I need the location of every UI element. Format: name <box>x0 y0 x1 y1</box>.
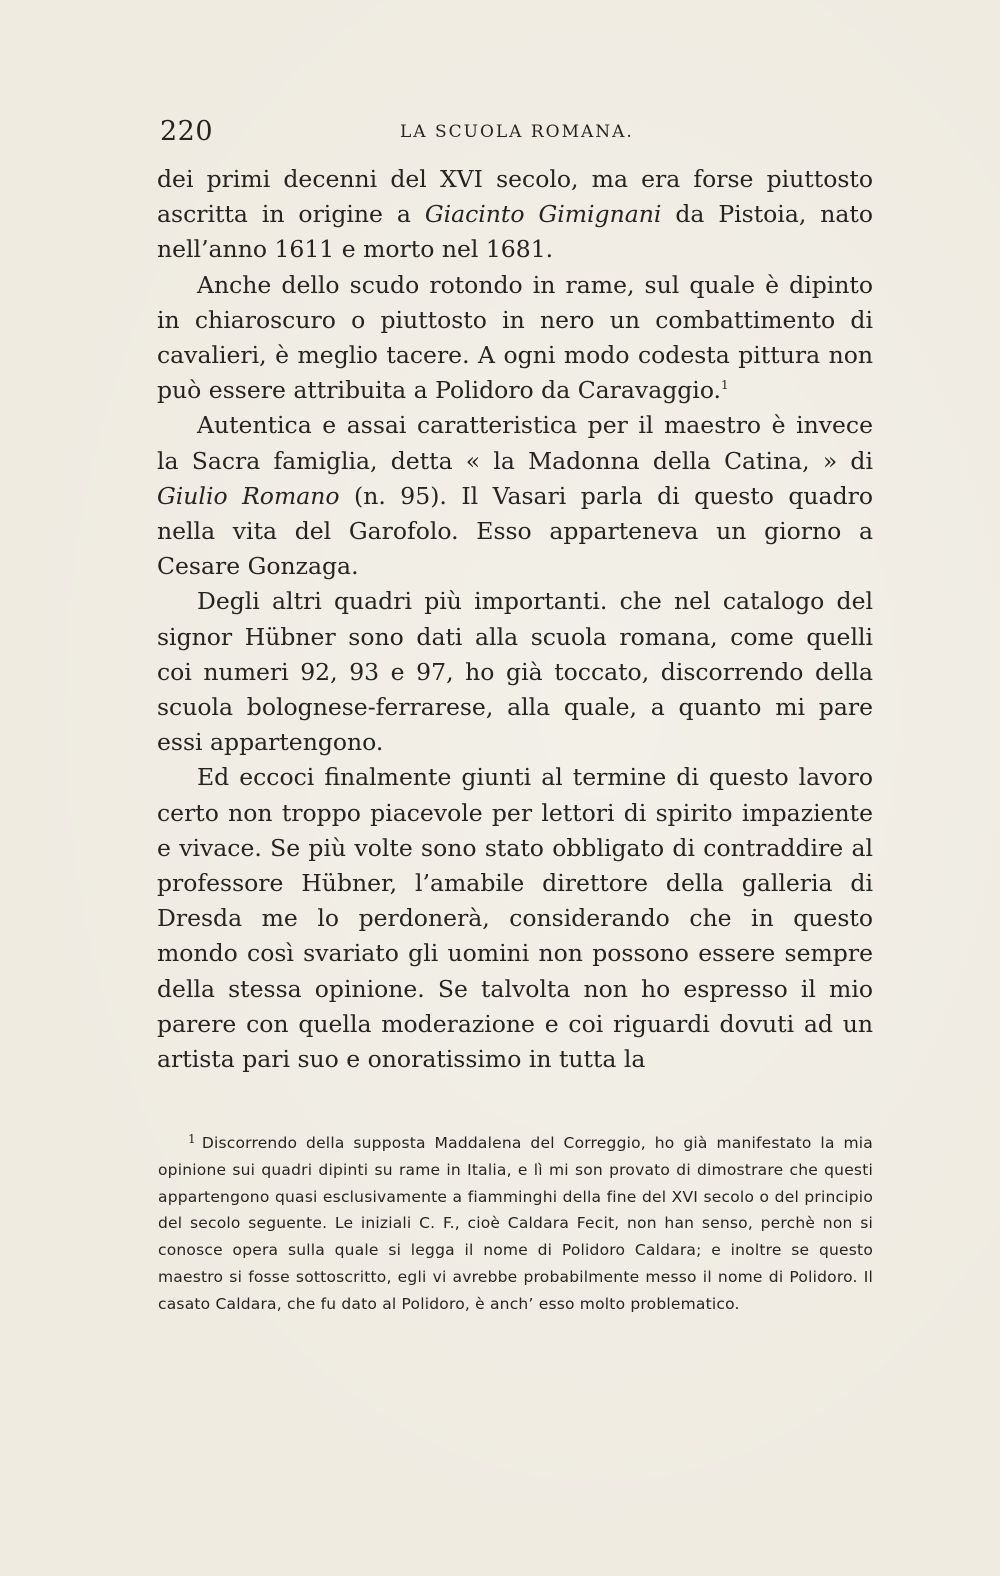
footnote-mark: 1 <box>188 1132 196 1146</box>
italic-name-giulio-romano: Giulio Romano <box>157 481 340 510</box>
italic-name-gimignani: Giacinto Gimignani <box>424 200 662 229</box>
footnote-1 <box>158 1130 873 1318</box>
paragraph-1-text: dei primi decenni del XVI secolo, ma era forse piuttosto ascritta in origine a <box>157 165 873 229</box>
page-number: 220 <box>160 116 214 147</box>
paragraph-5-text: Ed eccoci finalmente giunti al termine di questo lavoro certo non troppo piacevole per lettori di spirito impaziente e vivace. Se più volte sono stato obbligato di contraddire al professore Hübner, l’amabile direttore della galleria di Dresda me lo perdonerà, considerando che in questo mondo così svariato gli uomini non possono essere sempre della stessa opinione. Se talvolta non ho espresso il mio parere con quella moderazione e coi riguardi dovuti ad un artista pari suo e onoratissimo in tutta la <box>157 763 873 1074</box>
footnotes <box>158 1130 873 1318</box>
paragraph-3-text: Autentica e assai caratteristica per il maestro è invece la Sacra famiglia, detta « la Madonna della Catina, » di <box>157 411 873 475</box>
paragraph-2 <box>157 268 873 409</box>
paragraph-1 <box>157 162 873 268</box>
footnote-text: Discorrendo della supposta Maddalena del Correggio, ho già manifestato la mia opinione sui quadri dipinti su rame in Italia, e lì mi son provato di dimostrare che questi appartengono quasi esclusivamente a fiamminghi della fine del XVI secolo o del principio del secolo seguente. Le iniziali C. F., cioè Caldara Fecit, non han senso, perchè non si conosce opera sulla quale si legga il nome di Polidoro Caldara; e inoltre se questo maestro si fosse sottoscritto, egli vi avrebbe probabilmente messo il nome di Polidoro. Il casato Caldara, che fu dato al Polidoro, è anch’ esso molto problematico. <box>158 1134 873 1313</box>
body-text <box>157 162 873 1077</box>
paragraph-4-text: Degli altri quadri più importanti. che nel catalogo del signor Hübner sono dati alla scuola romana, come quelli coi numeri 92, 93 e 97, ho già toccato, discorrendo della scuola bolognese-ferrarese, alla quale, a quanto mi pare essi appartengono. <box>157 587 873 757</box>
paragraph-3 <box>157 408 873 584</box>
paragraph-3-end: (n. 95). Il Vasari parla di questo quadro nella vita del Garofolo. Esso apparteneva un giorno a Cesare Gonzaga. <box>157 481 873 581</box>
paragraph-4 <box>157 584 873 760</box>
paragraph-5 <box>157 760 873 1077</box>
paragraph-2-text: Anche dello scudo rotondo in rame, sul quale è dipinto in chiaroscuro o piuttosto in nero un combattimento di cavalieri, è meglio tacere. A ogni modo codesta pittura non può essere attribuita a Polidoro da Caravaggio. <box>157 270 873 405</box>
running-title: LA SCUOLA ROMANA. <box>400 122 634 142</box>
paragraph-1-end: da Pistoia, nato nell’anno 1611 e morto nel 1681. <box>157 200 873 264</box>
running-head <box>160 116 875 146</box>
footnote-reference: 1 <box>721 378 729 393</box>
